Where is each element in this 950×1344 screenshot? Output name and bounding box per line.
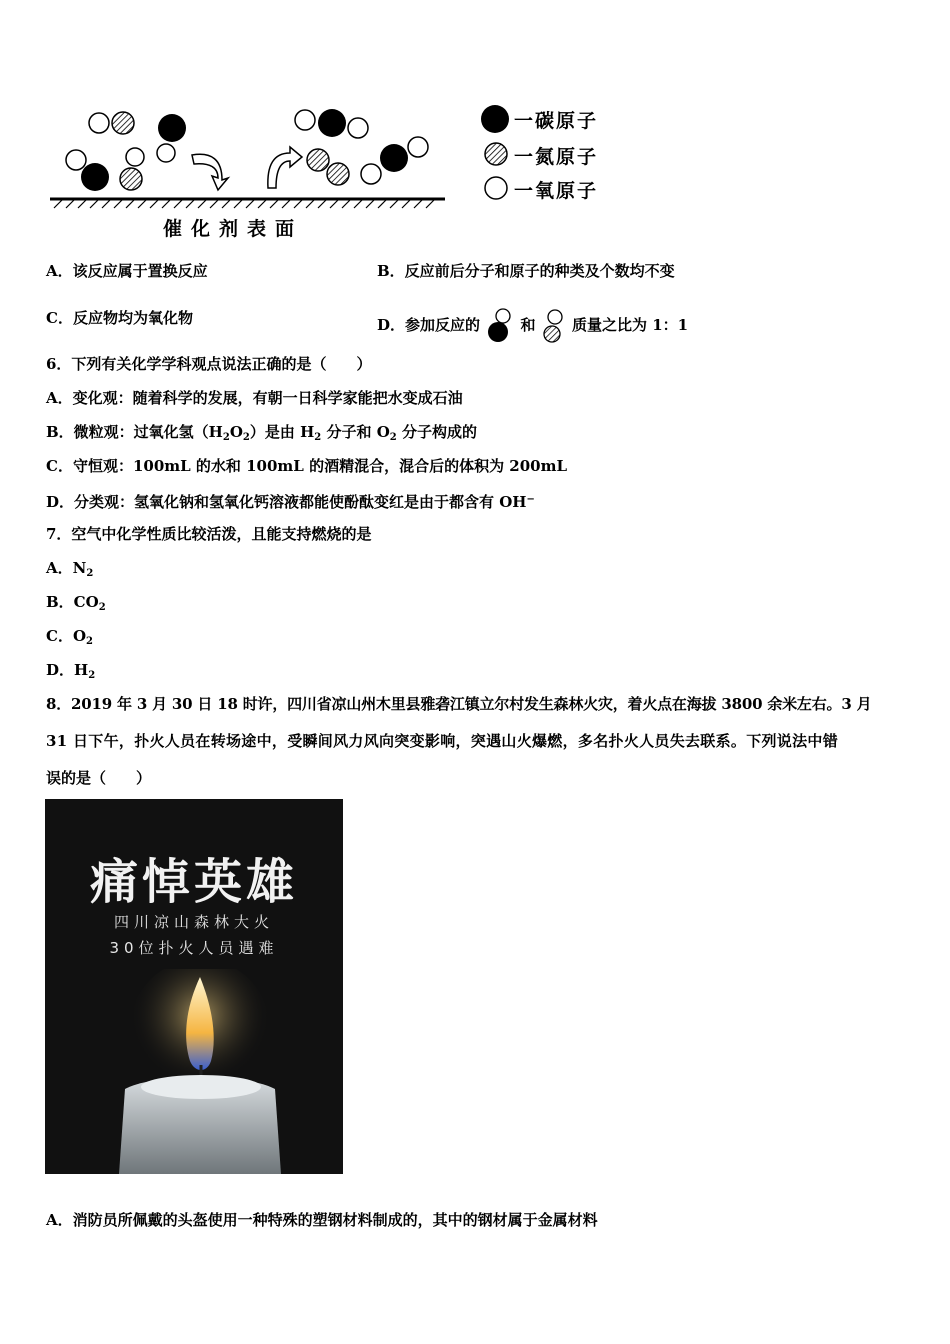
carbon-atom xyxy=(380,144,408,172)
q8-stem-line3: 误的是（ ） xyxy=(46,769,152,787)
candle-image xyxy=(45,969,343,1174)
q6-option-d: D．分类观：氢氧化钠和氢氧化钙溶液都能使酚酞变红是由于都含有 OH− xyxy=(46,493,535,511)
co-molecule-icon xyxy=(485,308,515,344)
legend-carbon-label: 一碳原子 xyxy=(514,110,599,132)
no-molecule-icon xyxy=(541,308,567,344)
q5-option-b: B．反应前后分子和原子的种类及个数均不变 xyxy=(377,262,675,280)
oxygen-atom xyxy=(361,164,381,184)
q8-option-a: A．消防员所佩戴的头盔使用一种特殊的塑钢材料制成的，其中的钢材属于金属材料 xyxy=(46,1211,598,1229)
nitrogen-atom xyxy=(327,163,349,185)
oxygen-atom xyxy=(89,113,109,133)
memorial-poster xyxy=(45,799,343,1174)
q7-stem: 7．空气中化学性质比较活泼，且能支持燃烧的是 xyxy=(46,525,372,543)
q7-option-c: C．$O_2$ xyxy=(46,627,93,647)
poster-title: 痛悼英雄 xyxy=(89,854,298,910)
q5-option-d-suffix: 质量之比为 1：1 xyxy=(571,316,689,334)
nitrogen-atom xyxy=(120,168,142,190)
carbon-atom xyxy=(318,109,346,137)
catalyst-surface-label: 催化剂表面 xyxy=(163,218,304,240)
q8-stem-line1: 8．2019 年 3 月 30 日 18 时许，四川省凉山州木里县雅砻江镇立尔村发生森林火灾，着火点在海拔 3800 余米左右。3 月 xyxy=(46,695,872,713)
oxygen-atom xyxy=(157,144,175,162)
surface-hatching xyxy=(54,200,434,208)
legend-oxygen-symbol xyxy=(482,174,512,204)
oxygen-atom xyxy=(348,118,368,138)
carbon-atom xyxy=(158,114,186,142)
oxygen-atom xyxy=(408,137,428,157)
down-curved-arrow xyxy=(192,154,228,190)
q5-option-d-prefix: D．参加反应的 xyxy=(377,316,481,334)
oxygen-atom xyxy=(295,110,315,130)
q8-stem-line2: 31 日下午，扑火人员在转场途中，受瞬间风力风向突变影响，突遇山火爆燃，多名扑火人员失去联系。下列说法中错 xyxy=(46,732,839,750)
q5-option-a: A．该反应属于置换反应 xyxy=(46,262,208,280)
q5-option-c: C．反应物均为氧化物 xyxy=(46,309,193,327)
q7-option-b: B．$CO_2$ xyxy=(46,593,106,613)
oxygen-atom xyxy=(66,150,86,170)
q6-option-a: A．变化观：随着科学的发展，有朝一日科学家能把水变成石油 xyxy=(46,389,463,407)
q7-option-d: D．$H_2$ xyxy=(46,661,96,681)
legend-oxygen-label: 一氧原子 xyxy=(514,180,599,202)
q6-option-c: C．守恒观：100mL 的水和 100mL 的酒精混合，混合后的体积为 200mL xyxy=(46,457,568,475)
q5-option-d-mid: 和 xyxy=(520,316,536,334)
q6-option-b: B．微粒观：过氧化氢$(H_2O_2)$是由 $H_2$ 分子和 $O_2$ 分子构成的 xyxy=(46,423,477,443)
poster-subtitle-2: 30位扑火人员遇难 xyxy=(109,939,279,957)
nitrogen-atom xyxy=(307,149,329,171)
q6-stem: 6．下列有关化学学科观点说法正确的是（ ） xyxy=(46,355,372,373)
q5-option-d xyxy=(377,308,688,344)
legend-nitrogen-symbol xyxy=(482,140,512,170)
legend-carbon-symbol xyxy=(479,103,513,137)
carbon-atom xyxy=(81,163,109,191)
up-curved-arrow xyxy=(268,147,302,188)
oxygen-atom xyxy=(126,148,144,166)
poster-subtitle-1: 四川凉山森林大火 xyxy=(113,913,274,931)
q7-option-a: A．$N_2$ xyxy=(46,559,94,579)
nitrogen-atom xyxy=(112,112,134,134)
legend-nitrogen-label: 一氮原子 xyxy=(514,146,599,168)
